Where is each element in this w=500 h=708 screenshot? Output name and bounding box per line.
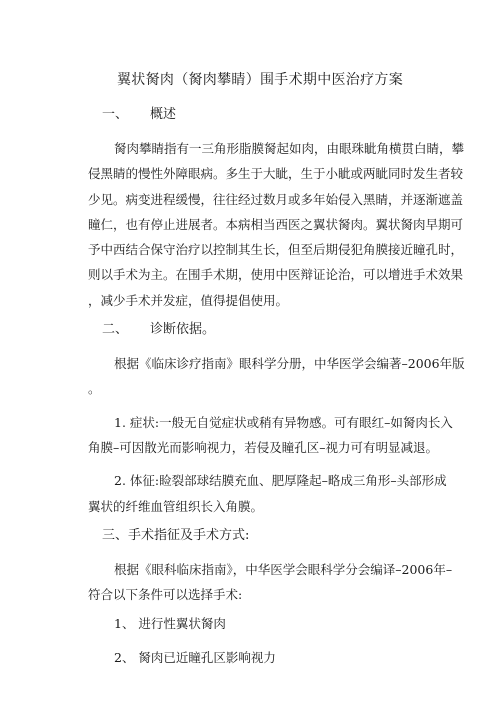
text-line: ，减少手术并发症，值得提倡使用。	[88, 292, 289, 308]
list-item: 1、 进行性翼状胬肉	[114, 616, 226, 632]
text-line: 翼状的纤维血管组织长入角膜。	[88, 498, 264, 514]
section-heading-overview	[88, 106, 432, 124]
text-line: 侵黑睛的慢性外障眼病。多生于大眦，生于小眦或两眦同时发生者较	[88, 166, 464, 182]
section-number: 一、	[102, 107, 129, 122]
text-line: 。	[88, 381, 101, 397]
text-line: 少见。病变进程缓慢，往往经过数月或多年始侵入黑睛，并逐渐遮盖	[88, 191, 464, 207]
text-line: 根据《临床诊疗指南》眼科学分册，中华医学会编著–2006年版	[114, 356, 465, 372]
text-line: 角膜–可因散光而影响视力，若侵及瞳孔区–视力可有明显减退。	[88, 439, 439, 455]
text-line: 1. 症状:一般无自觉症状或稍有异物感。可有眼红–如胬肉长入	[114, 414, 453, 430]
paragraph-symptoms	[88, 410, 453, 461]
text-line: 则以手术为主。在围手术期，使用中医辩证论治，可以增进手术效果	[88, 267, 464, 283]
paragraph-surgery-basis	[88, 557, 453, 608]
text-line: 符合以下条件可以选择手术:	[88, 587, 243, 603]
paragraph-diagnosis-basis	[88, 351, 465, 402]
text-line: 予中西结合保守治疗以控制其生长，但至后期侵犯角膜接近瞳孔时，	[88, 242, 464, 258]
list-item: 2、 胬肉已近瞳孔区影响视力	[114, 650, 276, 666]
text-line: 瞳仁，也有停止进展者。本病相当西医之翼状胬肉。翼状胬肉早期可	[88, 216, 464, 232]
document-title: 翼状胬肉（胬肉攀睛）围手术期中医治疗方案	[117, 72, 403, 88]
section-label: 手术指征及手术方式:	[128, 527, 250, 543]
section-label: 概述	[150, 107, 177, 122]
section-number: 三、	[102, 527, 129, 543]
section-heading-surgery	[88, 527, 432, 545]
paragraph-signs	[88, 468, 447, 519]
text-line: 2. 体征:睑裂部球结膜充血、肥厚隆起–略成三角形–头部形成	[114, 473, 447, 489]
paragraph-overview	[88, 136, 465, 313]
section-number: 二、	[102, 322, 129, 338]
text-line: 胬肉攀睛指有一三角形脂膜胬起如肉，由眼珠眦角横贯白睛，攀	[114, 141, 465, 156]
section-heading-diagnosis	[88, 321, 432, 339]
text-line: 根据《眼科临床指南》，中华医学会眼科学分会编译–2006年–	[114, 561, 453, 577]
section-label: 诊断依据。	[150, 322, 216, 338]
